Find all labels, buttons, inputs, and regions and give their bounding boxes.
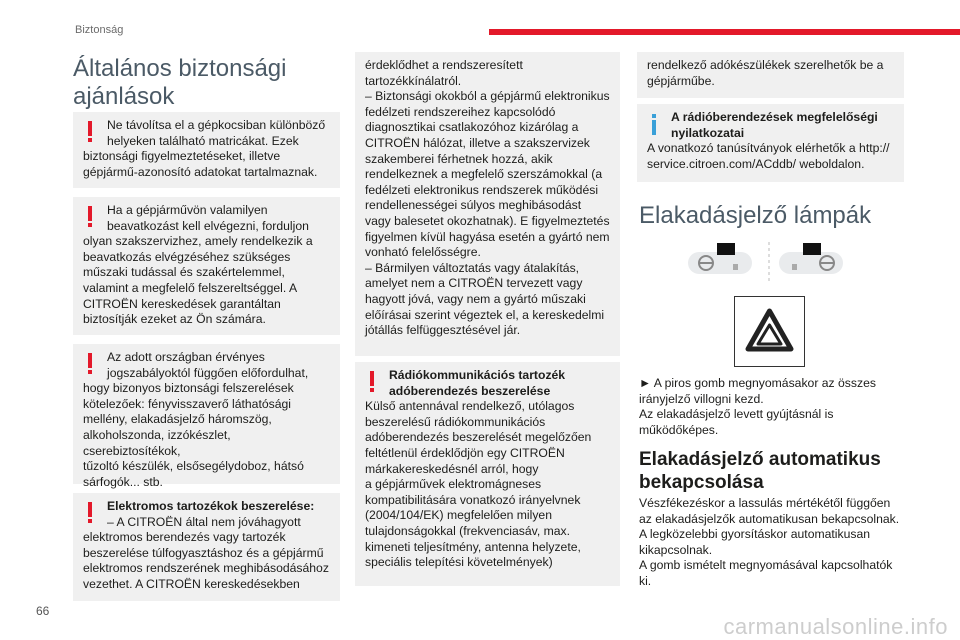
text-line: valamint a megfelelő felszereltséggel. A [83,280,298,295]
page-number: 66 [36,604,50,618]
section-label: Biztonság [75,24,124,36]
text-line: műszaki tudással és szakértelemmel, [83,265,285,280]
text-line: tűzoltó készülék, elsősegélydoboz, hátsó [83,459,304,474]
warning-icon [87,502,93,524]
text-line: az elakadásjelzők automatikusan bekapcsolnak. [639,511,900,526]
box-title [647,110,894,141]
text-line: (2004/104/EK) megfelelően milyen [365,508,552,523]
text-line: kötelezőek: fényvisszaverő láthatósági [83,396,291,411]
warning-box-stickers [73,112,340,188]
para-lines [639,376,906,438]
text-line: hogy bizonyos biztonsági felszerelések [83,381,294,396]
text-line: nyilatkozatai [671,125,745,140]
box-lines [365,58,610,339]
hazard-paragraph [639,376,906,438]
info-icon [651,114,657,136]
text-line: Az adott országban érvényes [107,350,265,364]
text-line: gépjárműbe. [647,73,715,88]
text-line: fedélzeti elektronikus rendszerek működési [365,182,599,197]
text-line: elektromos rendszerének meghibásodásához [83,561,329,576]
box-lines [647,141,894,172]
hazard-button-pictogram [734,296,805,367]
text-line: beszerelése túlfogyasztáshoz és a gépjármű [83,545,324,560]
warning-box-radio [355,362,620,586]
text-line: olyan szakszervizhez, amely rendelkezik a [83,234,313,249]
page-heading-text: Általános biztonsági ajánlások [73,55,287,110]
warning-box-equipment [73,344,340,489]
text-line: A rádióberendezések megfelelőségi [671,110,878,124]
text-line: márkakereskedésnél arról, hogy [365,461,539,476]
text-line: rendelkező adókészülékek szerelhetők be a [647,58,884,72]
hazard-heading-text: Elakadásjelző lámpák [639,202,872,229]
box-lines [83,350,330,490]
text-line: beavatkozást kell elvégezni, forduljon [107,218,309,233]
text-line: gépjármű-azonosító adatokat tartalmaznak. [83,164,318,179]
text-line: Elakadásjelző automatikus [639,449,881,470]
text-line: vonható felelősségre. [365,245,481,260]
box-lines [83,118,330,180]
text-line: – Bármilyen változtatás vagy átalakítás, [365,260,580,275]
warning-icon [87,353,93,375]
text-line: figyelmen kívül hagyása esetén a gyártó nem [365,229,610,244]
text-line: A vonatkozó tanúsítványok elérhetők a http:// [647,141,890,156]
text-line: tulajdonságokkal (frekvenciasáv, max. [365,523,571,538]
text-line: kikapcsolnak. [639,542,713,557]
text-line: CITROËN hálózat, illetve a szakszervizek [365,135,590,150]
text-line: Külső antennával rendelkező, utólagos [365,399,575,414]
auto-hazard-heading [639,448,906,494]
text-line: hagyott jóvá, vagy nem a gyártó műszaki [365,291,586,306]
text-line: – A CITROËN által nem jóváhagyott [107,514,301,529]
text-line: vagy balesetet okozhatnak). E figyelmeztetés [365,213,610,228]
heading-lines [639,448,906,494]
text-line: beavatkozás elvégzéséhez szükséges [83,249,291,264]
box-lines [365,399,610,571]
warning-icon [87,121,93,143]
text-line: A legközelebbi gyorsításkor automatikusan [639,527,871,542]
text-line: érdeklődhet a rendszeresített [365,58,523,72]
text-line: speciális telepítési követelmények) [365,555,553,570]
text-line: mellény, elakadásjelző háromszög, [83,412,272,427]
box-title [365,368,610,399]
text-line: rendelkeznek a megfelelő szerszámokkal (a [365,167,603,182]
text-line: tartozékkínálatról. [365,73,462,88]
text-line: fedélzeti rendszereihez kapcsolódó [365,104,556,119]
text-line: biztosítják ezeket az Ön számára. [83,312,266,327]
hazard-heading [639,202,906,230]
text-line: alkoholszonda, izzókészlet, cserebiztosítékok, [83,427,231,458]
text-line: diagnosztikai csatlakozóhoz kizárólag a [365,120,579,135]
text-line: Rádiókommunikációs tartozék [389,368,566,382]
text-line: Ne távolítsa el a gépkocsiban különböző [107,118,326,132]
text-line: – Biztonsági okokból a gépjármű elektronikus [365,89,610,104]
text-line: működőképes. [639,422,719,437]
text-line: feltétlenül érdeklődjön egy CITROËN [365,445,565,460]
text-line: kimeneti teljesítmény, antenna helyzete, [365,539,581,554]
text-box-continued [355,52,620,356]
text-line: Vészfékezéskor a lassulás mértékétől függően [639,496,891,510]
text-line: service.citroen.com/ACddb/ weboldalon. [647,156,865,171]
text-box-radio-continued [637,52,904,98]
text-line: vezethet. A CITROËN kereskedésekben [83,576,300,591]
text-line: helyeken található matricákat. Ezek [107,133,299,148]
text-line: jogszabályoktól függően előfordulhat, [107,365,309,380]
text-line: biztonsági figyelmeztetéseket, illetve [83,149,281,164]
dashboard-pictogram [687,240,847,284]
text-line: A gomb ismételt megnyomásával kapcsolhatók [639,558,893,573]
text-line: kompatibilitására vonatkozó irányelvnek [365,492,581,507]
text-line: beszerelésű rádiókommunikációs [365,414,546,429]
text-line: Ha a gépjárművön valamilyen [107,203,268,217]
text-line: előírásai szerint végeztek el, a kereskedelmi [365,307,605,322]
text-line: jótállás felfüggesztésével jár. [365,323,521,338]
warning-icon [87,206,93,228]
header-accent-bar [489,29,960,35]
box-lines [83,203,330,328]
dashboard-right-icon [779,243,843,274]
warning-icon [369,371,375,393]
auto-hazard-paragraph [639,496,906,590]
text-line: amelyet nem a CITROËN tervezett vagy [365,276,583,291]
info-box-declaration [637,104,904,182]
warning-box-electrical [73,493,340,601]
text-line: rendellenességei súlyos meghibásodást [365,198,582,213]
dashboard-left-icon [688,243,752,274]
hazard-triangle-icon [735,297,804,366]
text-line: elektromos berendezés vagy tartozék [83,530,286,545]
text-line: sárfogók... stb. [83,474,163,489]
box-lines [647,58,894,89]
text-line: bekapcsolása [639,472,764,493]
watermark: carmanualsonline.info [723,614,948,639]
text-line: CITROËN kereskedések garantáltan [83,296,281,311]
text-line: adóberendezés beszerelése [389,383,551,398]
text-line: adóberendezés beszerelését megelőzően [365,430,592,445]
box-title: Elektromos tartozékok beszerelése: [107,499,315,513]
box-lines [83,515,330,593]
text-line: Az elakadásjelző levett gyújtásnál is [639,407,834,422]
para-lines [639,496,906,590]
text-line: ► A piros gomb megnyomásakor az összes [639,376,876,390]
text-line: irányjelző villogni kezd. [639,391,764,406]
warning-box-service [73,197,340,335]
text-line: ki. [639,573,652,588]
page-heading [73,55,340,111]
text-line: szakemberei férhetnek hozzá, akik [365,151,553,166]
text-line: a gépjárművek elektromágneses [365,477,542,492]
